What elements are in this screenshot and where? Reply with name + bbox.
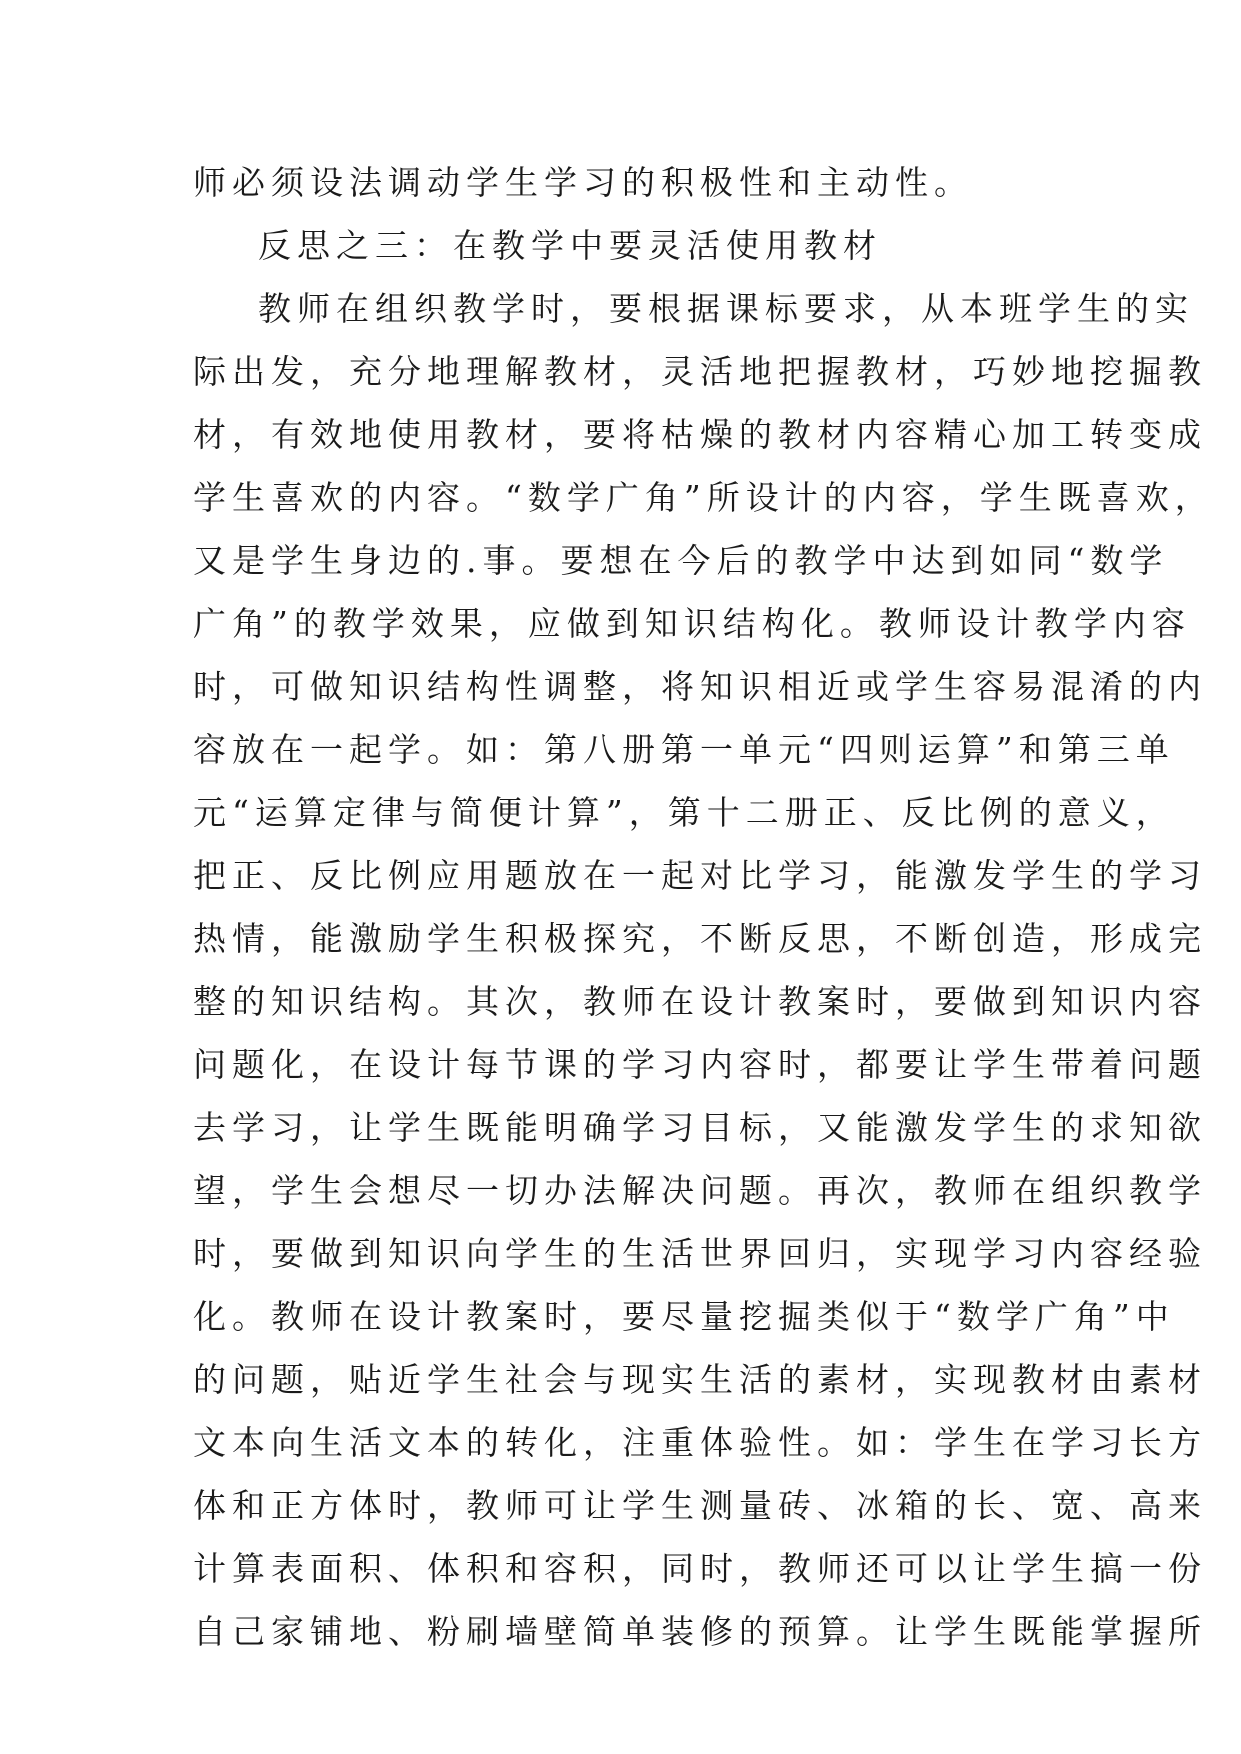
text-line-6: 学生喜欢的内容。“数学广角”所设计的内容，学生既喜欢， <box>193 478 1214 517</box>
section-heading: 反思之三：在教学中要灵活使用教材 <box>258 226 882 265</box>
text-line-11: 元“运算定律与简便计算”，第十二册正、反比例的意义， <box>193 793 1175 832</box>
text-line-1: 师必须设法调动学生学习的积极性和主动性。 <box>193 163 973 202</box>
text-line-7: 又是学生身边的.事。要想在今后的教学中达到如同“数学 <box>193 541 1169 580</box>
text-line-19: 化。教师在设计教案时，要尽量挖掘类似于“数学广角”中 <box>193 1297 1175 1336</box>
text-line-12: 把正、反比例应用题放在一起对比学习，能激发学生的学习 <box>193 856 1207 895</box>
text-line-15: 问题化，在设计每节课的学习内容时，都要让学生带着问题 <box>193 1045 1207 1084</box>
text-line-3: 教师在组织教学时，要根据课标要求，从本班学生的实 <box>258 289 1194 328</box>
text-line-8: 广角”的教学效果，应做到知识结构化。教师设计教学内容 <box>193 604 1191 643</box>
text-line-20: 的问题，贴近学生社会与现实生活的素材，实现教材由素材 <box>193 1360 1207 1399</box>
text-line-14: 整的知识结构。其次，教师在设计教案时，要做到知识内容 <box>193 982 1207 1021</box>
text-line-22: 体和正方体时，教师可让学生测量砖、冰箱的长、宽、高来 <box>193 1486 1207 1525</box>
text-line-13: 热情，能激励学生积极探究，不断反思，不断创造，形成完 <box>193 919 1207 958</box>
text-line-21: 文本向生活文本的转化，注重体验性。如：学生在学习长方 <box>193 1423 1207 1462</box>
text-line-18: 时，要做到知识向学生的生活世界回归，实现学习内容经验 <box>193 1234 1207 1273</box>
text-line-4: 际出发，充分地理解教材，灵活地把握教材，巧妙地挖掘教 <box>193 352 1207 391</box>
text-line-9: 时，可做知识结构性调整，将知识相近或学生容易混淆的内 <box>193 667 1207 706</box>
text-line-5: 材，有效地使用教材，要将枯燥的教材内容精心加工转变成 <box>193 415 1207 454</box>
text-line-23: 计算表面积、体积和容积，同时，教师还可以让学生搞一份 <box>193 1549 1207 1588</box>
text-line-17: 望，学生会想尽一切办法解决问题。再次，教师在组织教学 <box>193 1171 1207 1210</box>
text-line-16: 去学习，让学生既能明确学习目标，又能激发学生的求知欲 <box>193 1108 1207 1147</box>
text-line-24: 自己家铺地、粉刷墙壁简单装修的预算。让学生既能掌握所 <box>193 1612 1207 1651</box>
text-line-10: 容放在一起学。如：第八册第一单元“四则运算”和第三单 <box>193 730 1175 769</box>
